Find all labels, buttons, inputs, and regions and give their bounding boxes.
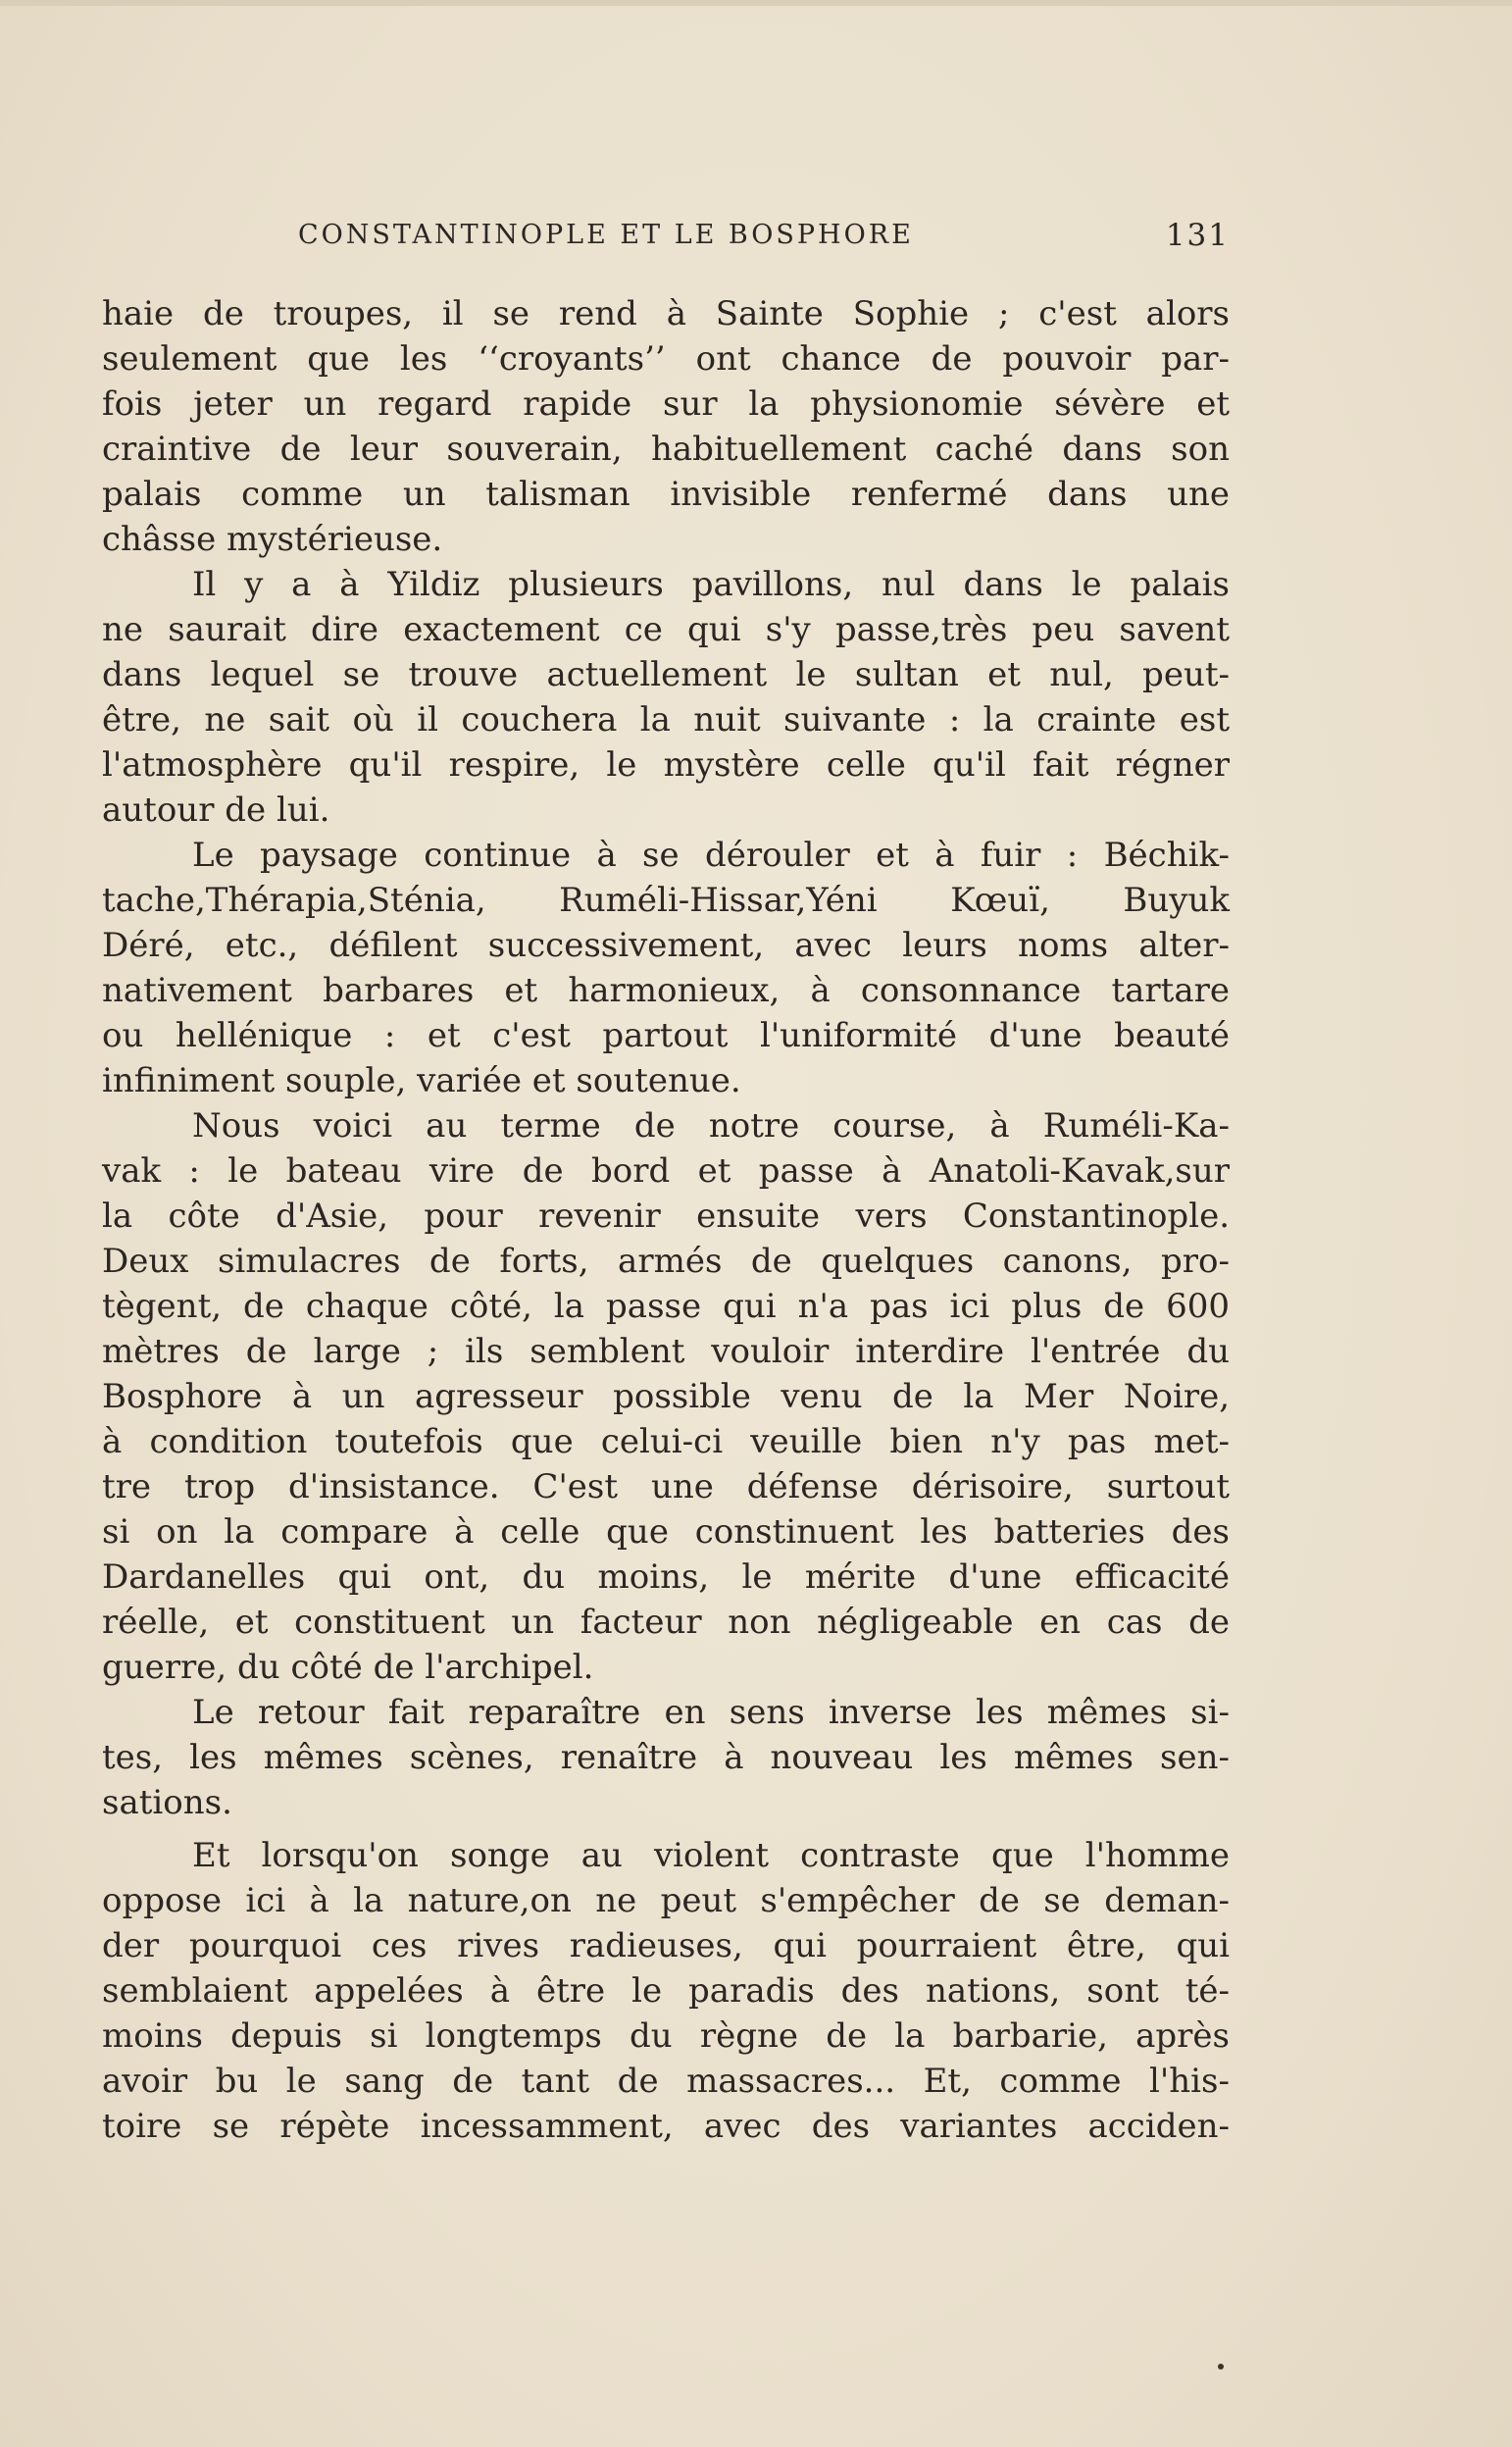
text-line: oppose ici à la nature,on ne peut s'empêcher de se deman- <box>102 1881 1230 1920</box>
text-line: la côte d'Asie, pour revenir ensuite vers Constantinople. <box>102 1197 1230 1236</box>
text-line: à condition toutefois que celui-ci veuille bien n'y pas met- <box>102 1422 1230 1461</box>
paragraph-4 <box>102 1103 1230 1690</box>
paragraph-1 <box>102 291 1230 562</box>
ink-speck <box>1218 2364 1224 2370</box>
text-line: Bosphore à un agresseur possible venu de la Mer Noire, <box>102 1377 1230 1416</box>
text-line: Le retour fait reparaître en sens inverse les mêmes si- <box>192 1693 1230 1732</box>
text-line: tes, les mêmes scènes, renaître à nouveau les mêmes sen- <box>102 1738 1230 1777</box>
text-line: tache,Thérapia,Sténia, Ruméli-Hissar,Yéni Kœuï, Buyuk <box>102 881 1230 920</box>
text-line: toire se répète incessamment, avec des variantes acciden- <box>102 2107 1230 2146</box>
text-line: autour de lui. <box>102 790 330 830</box>
text-line: seulement que les ‘‘croyants’’ ont chance de pouvoir par- <box>102 339 1230 379</box>
text-line: guerre, du côté de l'archipel. <box>102 1648 594 1687</box>
text-line: sations. <box>102 1783 232 1822</box>
text-line: châsse mystérieuse. <box>102 520 443 559</box>
running-title: CONSTANTINOPLE ET LE BOSPHORE <box>298 220 914 250</box>
text-line: mètres de large ; ils semblent vouloir interdire l'entrée du <box>102 1332 1230 1371</box>
text-line: craintive de leur souverain, habituellement caché dans son <box>102 430 1230 469</box>
paragraph-6 <box>102 1833 1230 2149</box>
page-top-edge <box>0 0 1512 6</box>
text-line: moins depuis si longtemps du règne de la barbarie, après <box>102 2016 1230 2056</box>
text-line: Dardanelles qui ont, du moins, le mérite d'une efficacité <box>102 1557 1230 1597</box>
text-line: Deux simulacres de forts, armés de quelques canons, pro- <box>102 1242 1230 1281</box>
text-line: tègent, de chaque côté, la passe qui n'a pas ici plus de 600 <box>102 1287 1230 1326</box>
text-line: Et lorsqu'on songe au violent contraste que l'homme <box>192 1836 1230 1875</box>
text-line: tre trop d'insistance. C'est une défense dérisoire, surtout <box>102 1467 1230 1506</box>
text-line: dans lequel se trouve actuellement le sultan et nul, peut- <box>102 655 1230 694</box>
text-line: ne saurait dire exactement ce qui s'y passe,très peu savent <box>102 610 1230 649</box>
text-line: palais comme un talisman invisible renfermé dans une <box>102 475 1230 514</box>
text-line: fois jeter un regard rapide sur la physionomie sévère et <box>102 384 1230 424</box>
text-line: si on la compare à celle que constinuent les batteries des <box>102 1512 1230 1552</box>
text-line: Déré, etc., défilent successivement, avec leurs noms alter- <box>102 926 1230 965</box>
text-line: nativement barbares et harmonieux, à consonnance tartare <box>102 971 1230 1010</box>
text-line: Nous voici au terme de notre course, à Ruméli-Ka- <box>192 1106 1230 1146</box>
paragraph-5 <box>102 1690 1230 1825</box>
page-number: 131 <box>1165 218 1230 253</box>
running-head <box>102 220 1230 259</box>
text-line: semblaient appelées à être le paradis des nations, sont té- <box>102 1971 1230 2011</box>
text-line: infiniment souple, variée et soutenue. <box>102 1061 741 1100</box>
text-line: Le paysage continue à se dérouler et à fuir : Béchik- <box>192 836 1230 875</box>
paragraph-3 <box>102 833 1230 1103</box>
text-line: ou hellénique : et c'est partout l'uniformité d'une beauté <box>102 1016 1230 1055</box>
text-line: Il y a à Yildiz plusieurs pavillons, nul dans le palais <box>192 565 1230 604</box>
text-line: avoir bu le sang de tant de massacres... Et, comme l'his- <box>102 2062 1230 2101</box>
body-text <box>102 291 1230 2149</box>
text-line: réelle, et constituent un facteur non négligeable en cas de <box>102 1603 1230 1642</box>
text-line: l'atmosphère qu'il respire, le mystère celle qu'il fait régner <box>102 745 1230 785</box>
text-line: haie de troupes, il se rend à Sainte Sophie ; c'est alors <box>102 294 1230 333</box>
text-line: der pourquoi ces rives radieuses, qui pourraient être, qui <box>102 1926 1230 1965</box>
text-line: être, ne sait où il couchera la nuit suivante : la crainte est <box>102 700 1230 739</box>
paragraph-2 <box>102 562 1230 833</box>
text-line: vak : le bateau vire de bord et passe à Anatoli-Kavak,sur <box>102 1151 1230 1191</box>
